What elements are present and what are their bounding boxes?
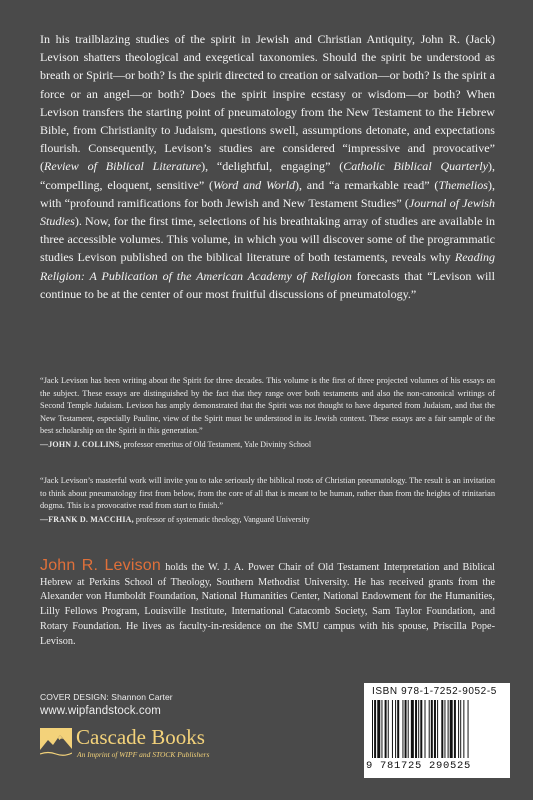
blurb-text: ), “compelling, eloquent, sensitive” ( [40,159,495,192]
blurb-source: Themelios [438,177,488,192]
endorser-role: professor emeritus of Old Testament, Yale Divinity School [121,439,312,449]
blurb-source: Catholic Biblical Quarterly [343,159,488,174]
publisher-name: Cascade Books [76,725,205,749]
barcode-digits: 9 781725 290525 [366,760,472,772]
blurb-text: forecasts that “Levison will continue to be at the center of our most fruitful discussions of pneumatology.” [40,268,495,301]
publisher-tagline: An Imprint of WIPF and STOCK Publishers [77,750,210,759]
blurb-source: Review of Biblical Literature [44,159,202,174]
endorsement-macchia [40,475,495,526]
endorsement-collins [40,375,495,451]
blurb-text: ), with “profound ramifications for both Jewish and New Testament Studies” ( [40,177,495,210]
endorser-name: —FRANK D. MACCHIA, [40,514,134,524]
cascade-mountain-icon [40,728,72,758]
author-bio-text: holds the W. J. A. Power Chair of Old Testament Interpretation and Biblical Hebrew at Perkins School of Theology, Southern Methodist University. He has received grants from the Alexander von Humboldt Foundation, National Humanities Center, National Endowment for the Humanities, Lilly Fellows Program, Louisville Institute, International Catacomb Society, Sam Taylor Foundation, and Rotary Foundation. He lives as faculty-in-residence on the SMU campus with his spouse, Priscilla Pope-Levison. [40,562,495,647]
blurb-text: In his trailblazing studies of the spirit in Jewish and Christian Antiquity, John R. (Jack) Levison shatters theological and exegetical taxonomies. Should the spirit be understood as breath or Spirit—or both? Is the spirit directed to creation or salvation—or both? Is the spirit a force or an angel—or both? Does the spirit inspire ecstasy or wisdom—or both? When Levison transfers the starting point of pneumatology from the New Testament to the Hebrew Bible, from Christianity to Judaism, questions swell, assumptions detonate, and expectations flourish. Consequently, Levison’s studies are considered “impressive and provocative” ( [40,32,495,174]
blurb-text: ), and “a remarkable read” ( [294,177,439,192]
cover-design-credit: COVER DESIGN: Shannon Carter [40,692,173,702]
description-blurb [40,30,495,303]
isbn-barcode [364,683,510,778]
isbn-label: ISBN 978-1-7252-9052-5 [372,686,497,697]
blurb-text: ), “delightful, engaging” ( [201,159,344,174]
endorsement-attribution [40,439,495,452]
blurb-source: Journal of Jewish Studies [40,195,495,229]
barcode-bars [372,700,503,758]
blurb-text: ). Now, for the first time, selections of his breathtaking array of studies are available in three accessible volumes. This volume, in which you will discover some of the programmatic studies Levison published on the biblical literature of both testaments, reveals why [40,214,495,265]
publisher-logo [40,725,270,765]
author-name: John R. Levison [40,557,161,574]
endorser-name: —JOHN J. COLLINS, [40,439,122,449]
publisher-website[interactable]: www.wipfandstock.com [40,705,161,717]
blurb-source: Reading Religion: A Publication of the American Academy of Religion [40,250,495,283]
endorsement-text: “Jack Levison’s masterful work will invite you to take seriously the biblical roots of Christian pneumatology. The result is an invitation to think about pneumatology first from below, from the core of all that is meant to be human, rather than from the heights of trinitarian dogma. This is a provocative read from start to finish.” [40,476,495,510]
endorsement-text: “Jack Levison has been writing about the Spirit for three decades. This volume is the first of three projected volumes of his essays on the subject. These essays are distinguished by the fact that they range over both testaments and also the non-canonical writings of Second Temple Judaism. Levison has amply demonstrated that the Spirit was not thought to have departed from Judaism, and that the New Testament, especially Pauline, view of the Spirit must be understood in its Jewish context. These essays are a fair sample of the best scholarship on the Spirit in this generation.” [40,376,495,435]
author-bio [40,559,495,649]
endorsement-attribution [40,514,495,527]
credits [40,692,173,717]
endorser-role: professor of systematic theology, Vanguard University [133,514,310,524]
blurb-source: Word and World [213,177,295,192]
